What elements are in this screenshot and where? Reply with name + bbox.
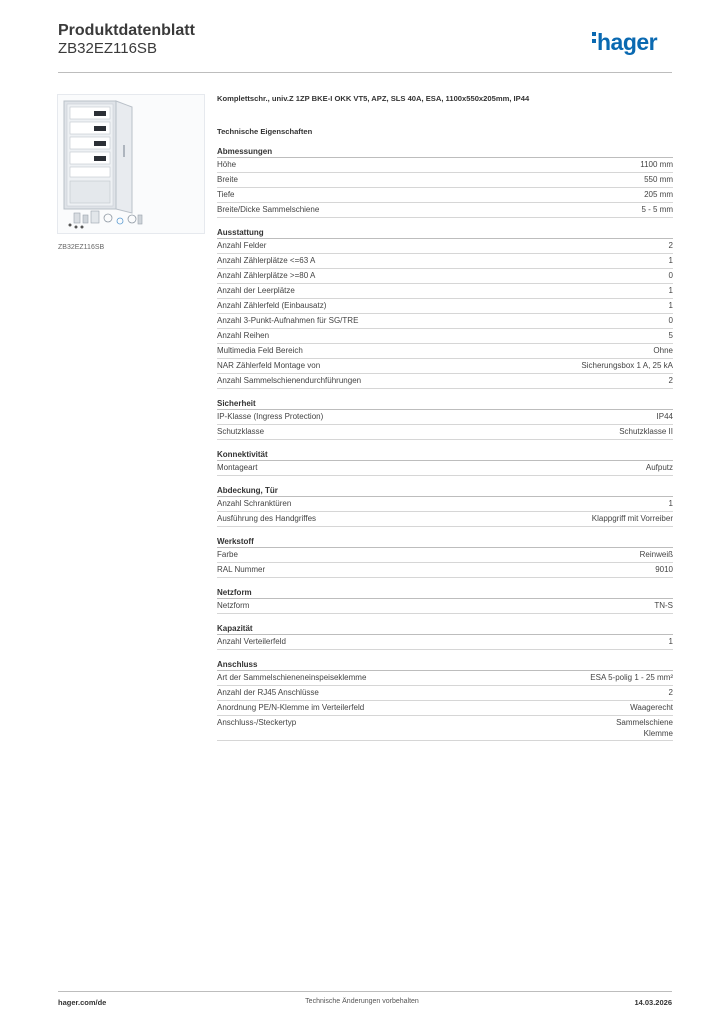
spec-label: Anzahl der RJ45 Anschlüsse (217, 688, 319, 697)
spec-value: 2 (668, 376, 673, 385)
spec-value: Waagerecht (630, 703, 673, 712)
spec-label: Montageart (217, 463, 258, 472)
spec-value: Aufputz (645, 463, 673, 472)
spec-section (217, 485, 673, 527)
spec-value: 1 (668, 301, 673, 310)
spec-label: RAL Nummer (217, 565, 266, 574)
spec-label: NAR Zählerfeld Montage von (217, 361, 321, 370)
spec-label: Breite (217, 175, 238, 184)
footer-website: hager.com/de (58, 998, 107, 1007)
spec-label: Tiefe (217, 190, 235, 199)
spec-label: Schutzklasse (217, 427, 265, 436)
footer-divider (58, 991, 672, 992)
spec-label: Anzahl der Leerplätze (217, 286, 295, 295)
spec-value: 2 (668, 241, 673, 250)
spec-value: Reinweiß (639, 550, 673, 559)
spec-label: Anzahl Schranktüren (217, 499, 292, 508)
spec-section (217, 659, 673, 741)
spec-section (217, 227, 673, 389)
section-title: Ausstattung (217, 227, 673, 239)
spec-section (217, 146, 673, 218)
spec-value: 5 (668, 331, 673, 340)
spec-section (217, 587, 673, 614)
spec-row (217, 410, 673, 425)
spec-label: Anzahl Zählerfeld (Einbausatz) (217, 301, 327, 310)
spec-value: 1 (668, 256, 673, 265)
spec-value: 0 (668, 271, 673, 280)
product-image (57, 94, 205, 234)
spec-row (217, 686, 673, 701)
spec-row (217, 599, 673, 614)
spec-row (217, 254, 673, 269)
spec-value: ESA 5-polig 1 - 25 mm² (590, 673, 673, 682)
spec-row (217, 344, 673, 359)
spec-row (217, 314, 673, 329)
spec-value: 1 (668, 499, 673, 508)
spec-value: Klappgriff mit Vorreiber (591, 514, 673, 523)
spec-section (217, 398, 673, 440)
spec-value: 1100 mm (640, 160, 673, 169)
cabinet-illustration (58, 95, 206, 235)
spec-value: Ohne (653, 346, 673, 355)
spec-row (217, 284, 673, 299)
spec-label: Anzahl Zählerplätze <=63 A (217, 256, 316, 265)
spec-value: 1 (668, 286, 673, 295)
spec-row (217, 173, 673, 188)
spec-value: 0 (668, 316, 673, 325)
footer-notice: Technische Änderungen vorbehalten (305, 998, 419, 1005)
hager-logo (592, 29, 657, 56)
spec-label: Breite/Dicke Sammelschiene (217, 205, 320, 214)
section-title: Konnektivität (217, 449, 673, 461)
spec-row (217, 497, 673, 512)
spec-label: Multimedia Feld Bereich (217, 346, 303, 355)
spec-row (217, 548, 673, 563)
spec-section (217, 449, 673, 476)
spec-label: Anzahl Sammelschienendurchführungen (217, 376, 362, 385)
spec-value: 5 - 5 mm (641, 205, 673, 214)
spec-label: Anzahl 3-Punkt-Aufnahmen für SG/TRE (217, 316, 359, 325)
spec-label: Ausführung des Handgriffes (217, 514, 317, 523)
spec-value: 9010 (655, 565, 673, 574)
section-title: Anschluss (217, 659, 673, 671)
spec-row (217, 239, 673, 254)
spec-sections (217, 146, 673, 741)
spec-value: 550 mm (644, 175, 673, 184)
product-description: Komplettschr., univ.Z 1ZP BKE-I OKK VT5, APZ, SLS 40A, ESA, 1100x550x205mm, IP44 (217, 94, 530, 103)
section-title: Sicherheit (217, 398, 673, 410)
spec-value: Sicherungsbox 1 A, 25 kA (581, 361, 673, 370)
logo-dots-icon (592, 32, 596, 46)
spec-value: Schutzklasse II (619, 427, 673, 436)
spec-label: Anzahl Reihen (217, 331, 270, 340)
section-title: Kapazität (217, 623, 673, 635)
spec-row (217, 425, 673, 440)
spec-value: 1 (668, 637, 673, 646)
spec-row (217, 512, 673, 527)
logo-text: hager (597, 29, 658, 55)
spec-label: Anordnung PE/N-Klemme im Verteilerfeld (217, 703, 365, 712)
product-code: ZB32EZ116SB (58, 40, 157, 57)
spec-row (217, 635, 673, 650)
footer-date: 14.03.2026 (634, 998, 672, 1007)
spec-row (217, 269, 673, 284)
spec-row (217, 299, 673, 314)
spec-value: 2 (668, 688, 673, 697)
spec-label: Farbe (217, 550, 238, 559)
image-caption: ZB32EZ116SB (58, 244, 105, 251)
spec-row (217, 701, 673, 716)
spec-label: Anschluss-/Steckertyp (217, 718, 297, 727)
spec-label: Anzahl Zählerplätze >=80 A (217, 271, 316, 280)
spec-section (217, 536, 673, 578)
spec-row (217, 563, 673, 578)
spec-label: Netzform (217, 601, 250, 610)
spec-row (217, 461, 673, 476)
section-title: Werkstoff (217, 536, 673, 548)
section-title: Abdeckung, Tür (217, 485, 673, 497)
spec-value: TN-S (654, 601, 673, 610)
spec-value: 205 mm (644, 190, 673, 199)
spec-content (217, 93, 673, 741)
spec-label: IP-Klasse (Ingress Protection) (217, 412, 324, 421)
header-divider (58, 72, 672, 73)
section-title: Abmessungen (217, 146, 673, 158)
technical-properties-title: Technische Eigenschaften (217, 127, 313, 136)
spec-row (217, 374, 673, 389)
spec-value: IP44 (656, 412, 673, 421)
section-title: Netzform (217, 587, 673, 599)
spec-row (217, 329, 673, 344)
spec-row (217, 359, 673, 374)
spec-row (217, 716, 673, 741)
spec-row (217, 671, 673, 686)
spec-value: Sammelschiene Klemme (616, 718, 673, 738)
spec-row (217, 158, 673, 173)
spec-label: Anzahl Verteilerfeld (217, 637, 286, 646)
spec-section (217, 623, 673, 650)
spec-row (217, 203, 673, 218)
spec-label: Anzahl Felder (217, 241, 267, 250)
spec-label: Höhe (217, 160, 237, 169)
spec-row (217, 188, 673, 203)
document-title: Produktdatenblatt (58, 22, 195, 39)
spec-label: Art der Sammelschieneneinspeiseklemme (217, 673, 367, 682)
